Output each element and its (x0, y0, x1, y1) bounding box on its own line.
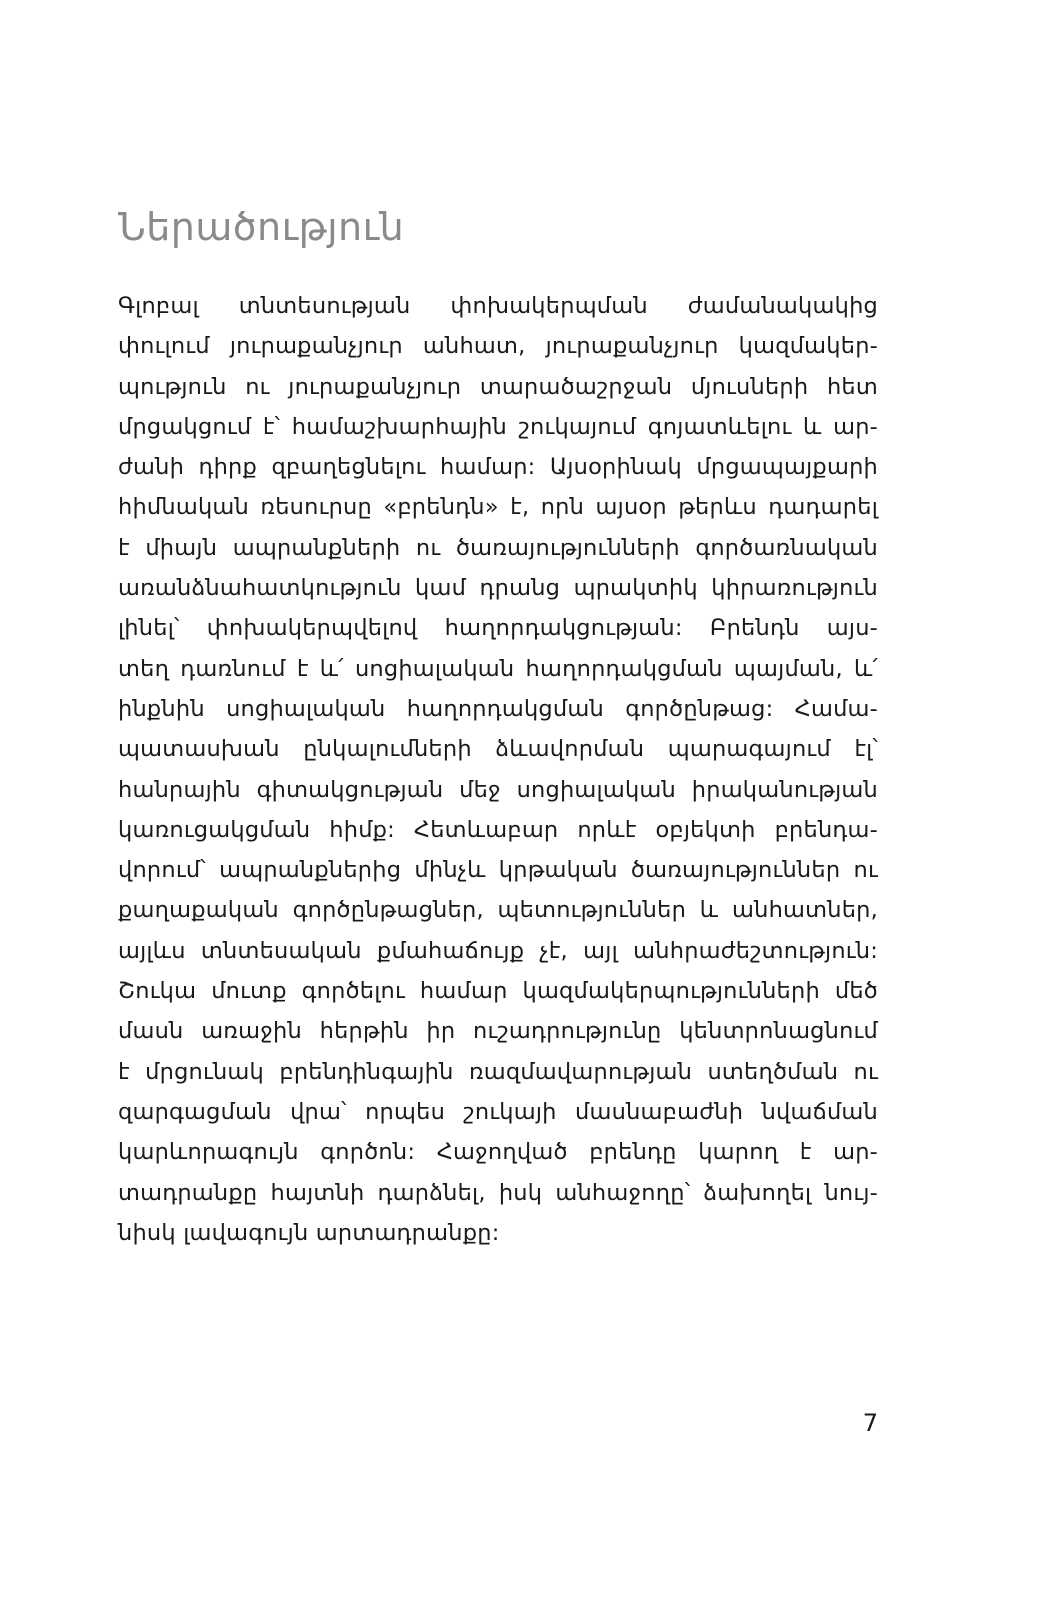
body-paragraph (118, 286, 878, 1253)
page-number: 7 (862, 1409, 878, 1437)
paragraph-line: մասն առաջին հերթին իր ուշադրությունը կենտրոնացնում (118, 1018, 878, 1045)
paragraph-line: վորում՝ ապրանքներից մինչև կրթական ծառայություններ ու (118, 857, 878, 884)
paragraph-line: կառուցակցման հիմք: Հետևաբար որևէ օբյեկտի բրենդա- (118, 816, 878, 843)
paragraph-line: լինել՝ փոխակերպվելով հաղորդակցության: Բրենդն այս- (118, 615, 878, 642)
paragraph-line: պատասխան ընկալումների ձևավորման պարագայում էլ՝ (118, 736, 878, 763)
paragraph-line: է միայն ապրանքների ու ծառայությունների գործառնական (118, 534, 878, 561)
paragraph-line: մրցակցում է՝ համաշխարհային շուկայում գոյատևելու և ար- (118, 413, 878, 440)
chapter-heading: Ներածություն (118, 205, 405, 249)
paragraph-line: Շուկա մուտք գործելու համար կազմակերպությունների մեծ (118, 978, 878, 1005)
paragraph-line: հիմնական ռեսուրսը «բրենդն» է, որն այսօր թերևս դադարել (118, 494, 878, 521)
paragraph-line: առանձնահատկություն կամ դրանց պրակտիկ կիրառություն (118, 575, 878, 602)
paragraph-line: տեղ դառնում է և՛ սոցիալական հաղորդակցման պայման, և՛ (118, 655, 878, 682)
paragraph-line: փուլում յուրաքանչյուր անհատ, յուրաքանչյուր կազմակեր- (118, 333, 878, 360)
paragraph-line: պություն ու յուրաքանչյուր տարածաշրջան մյուսների հետ (118, 373, 878, 400)
paragraph-line: Գլոբալ տնտեսության փոխակերպման ժամանակակից (118, 293, 878, 319)
paragraph-line: քաղաքական գործընթացներ, պետություններ և անհատներ, (118, 897, 878, 924)
paragraph-line: զարգացման վրա՝ որպես շուկայի մասնաբաժնի նվաճման (118, 1098, 878, 1125)
paragraph-line: կարևորագույն գործոն: Հաջողված բրենդը կարող է ար- (118, 1139, 878, 1166)
paragraph-line: ինքնին սոցիալական հաղորդակցման գործընթաց: Համա- (118, 695, 878, 722)
paragraph-line: ժանի դիրք զբաղեցնելու համար: Այսօրինակ մրցապայքարի (118, 454, 878, 481)
paragraph-line: է մրցունակ բրենդինգային ռազմավարության ստեղծման ու (118, 1058, 878, 1085)
paragraph-line: տադրանքը հայտնի դարձնել, իսկ անհաջողը՝ ձախողել նույ- (118, 1179, 878, 1206)
paragraph-line: հանրային գիտակցության մեջ սոցիալական իրականության (118, 776, 878, 803)
paragraph-line: այլևս տնտեսական քմահաճույք չէ, այլ անհրաժեշտություն: (118, 937, 878, 964)
paragraph-line: նիսկ լավագույն արտադրանքը: (118, 1219, 500, 1246)
